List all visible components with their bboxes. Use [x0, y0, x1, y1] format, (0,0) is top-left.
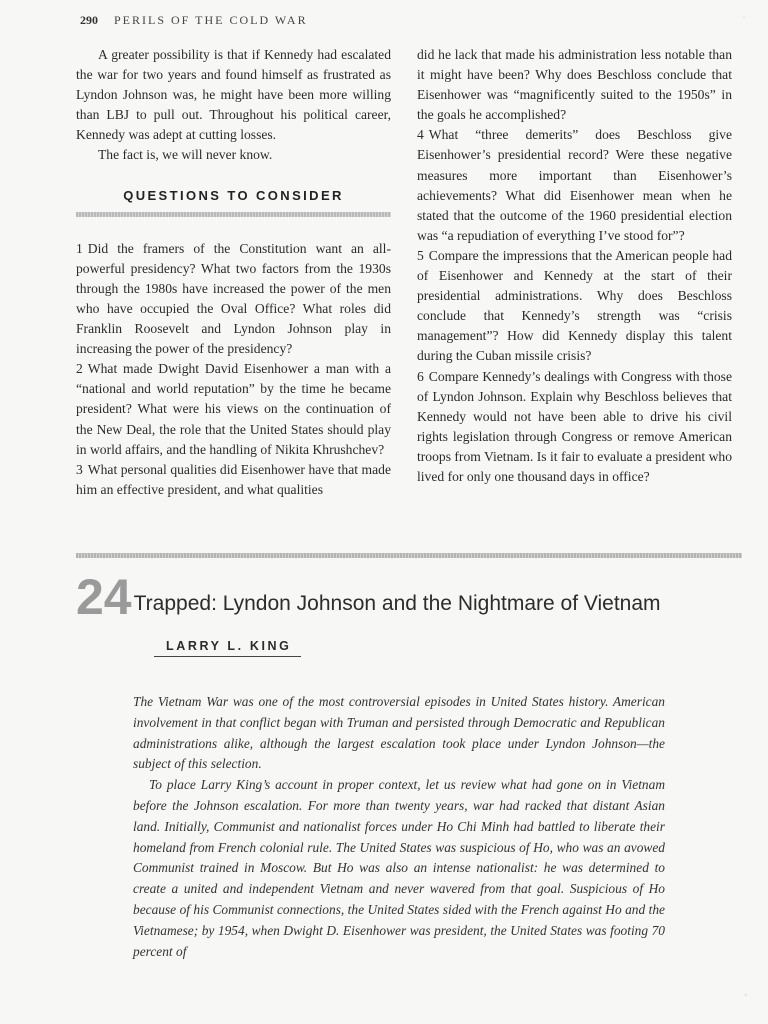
- question-5: [417, 246, 732, 367]
- chapter-author: LARRY L. KING: [166, 639, 292, 653]
- left-column: [76, 45, 391, 500]
- question-3-continuation: did he lack that made his administration less notable than it might have been? Why does Beschloss conclude that Eisenhower was “magnificently suited to the 1950s” in the goals he accomplished?: [417, 47, 732, 123]
- question-4: [417, 125, 732, 246]
- scan-mark: ◦: [744, 990, 748, 1001]
- question-6: [417, 367, 732, 488]
- running-head-title: PERILS OF THE COLD WAR: [114, 13, 308, 27]
- right-column: [417, 45, 732, 487]
- question-3: [76, 460, 391, 500]
- questions-list-left: [76, 239, 391, 500]
- chapter-heading: [76, 569, 661, 625]
- question-text: What “three demerits” does Beschloss give Eisenhower’s presidential record? Were these negative measures more important than Eisenhower’s achievements? What did Eisenhower mean when he stated that the outcome of the 1960 presidential election was “a repudiation of everything I’ve stood for”?: [417, 127, 732, 243]
- chapter-title: Trapped: Lyndon Johnson and the Nightmare of Vietnam: [133, 592, 661, 615]
- question-2: [76, 359, 391, 459]
- chapter-number: 24: [76, 569, 132, 625]
- author-underline: [154, 656, 301, 657]
- question-text: Compare Kennedy’s dealings with Congress with those of Lyndon Johnson. Explain why Beschloss believes that Kennedy would not have been able to drive his civil rights legislation through Congress or remove American troops from Vietnam. Is it fair to evaluate a president who lived for only one thousand days in office?: [417, 368, 732, 484]
- question-number: 2: [76, 361, 83, 377]
- chapter-introduction: [133, 692, 665, 962]
- question-number: 5: [417, 247, 424, 263]
- question-number: 1: [76, 240, 83, 256]
- questions-heading-rule: [76, 212, 391, 217]
- question-text: What made Dwight David Eisenhower a man with a “national and world reputation” by the time he became president? What were his views on the continuation of the New Deal, the role that the United States should play in world affairs, and the handling of Nikita Khrushchev?: [76, 361, 391, 457]
- question-number: 4: [417, 127, 424, 143]
- page-number: 290: [80, 13, 98, 27]
- question-text: What personal qualities did Eisenhower have that made him an effective president, and what qualities: [76, 461, 391, 497]
- chapter-divider-rule: [76, 553, 742, 558]
- question-number: 6: [417, 368, 424, 384]
- intro-paragraph-1: The Vietnam War was one of the most controversial episodes in United States history. American involvement in that conflict began with Truman and persisted through Democratic and Republican administrations alike, although the largest escalation took place under Lyndon Johnson—the subject of this selection.: [133, 694, 665, 772]
- scan-mark: ˈ: [742, 14, 746, 28]
- closing-line: The fact is, we will never know.: [98, 147, 273, 163]
- intro-paragraph-2: To place Larry King’s account in proper context, let us review what had gone on in Vietnam before the Johnson escalation. For more than twenty years, war had racked that distant Asian land. Initially, Communist and nationalist forces under Ho Chi Minh had battled to liberate their homeland from French colonial rule. The United States was suspicious of Ho, who was an avowed Communist trained in Moscow. But Ho was also an intense nationalist: he was determined to create a united and independent Vietnam and never wavered from that goal. Suspicious of Ho because of his Communist connections, the United States sided with the French against Ho and the Vietnamese; by 1954, when Dwight D. Eisenhower was president, the United States was footing 70 percent of: [133, 777, 665, 959]
- question-text: Compare the impressions that the American people had of Eisenhower and Kennedy at the start of their presidential administrations. Why does Beschloss conclude that Kennedy’s strength was “crisis management”? How did Kennedy display this talent during the Cuban missile crisis?: [417, 247, 732, 364]
- question-1: [76, 239, 391, 360]
- question-number: 3: [76, 461, 83, 477]
- closing-paragraph: A greater possibility is that if Kennedy had escalated the war for two years and found himself as frustrated as Lyndon Johnson was, he might have been more willing than LBJ to pull out. Throughout his political career, Kennedy was adept at cutting losses.: [76, 47, 391, 143]
- questions-heading: QUESTIONS TO CONSIDER: [123, 187, 344, 203]
- running-head: [80, 13, 308, 28]
- question-text: Did the framers of the Constitution want an all-powerful presidency? What two factors from the 1930s through the 1980s have increased the power of the men who have occupied the Oval Office? What roles did Franklin Roosevelt and Lyndon Johnson play in increasing the power of the presidency?: [76, 240, 391, 357]
